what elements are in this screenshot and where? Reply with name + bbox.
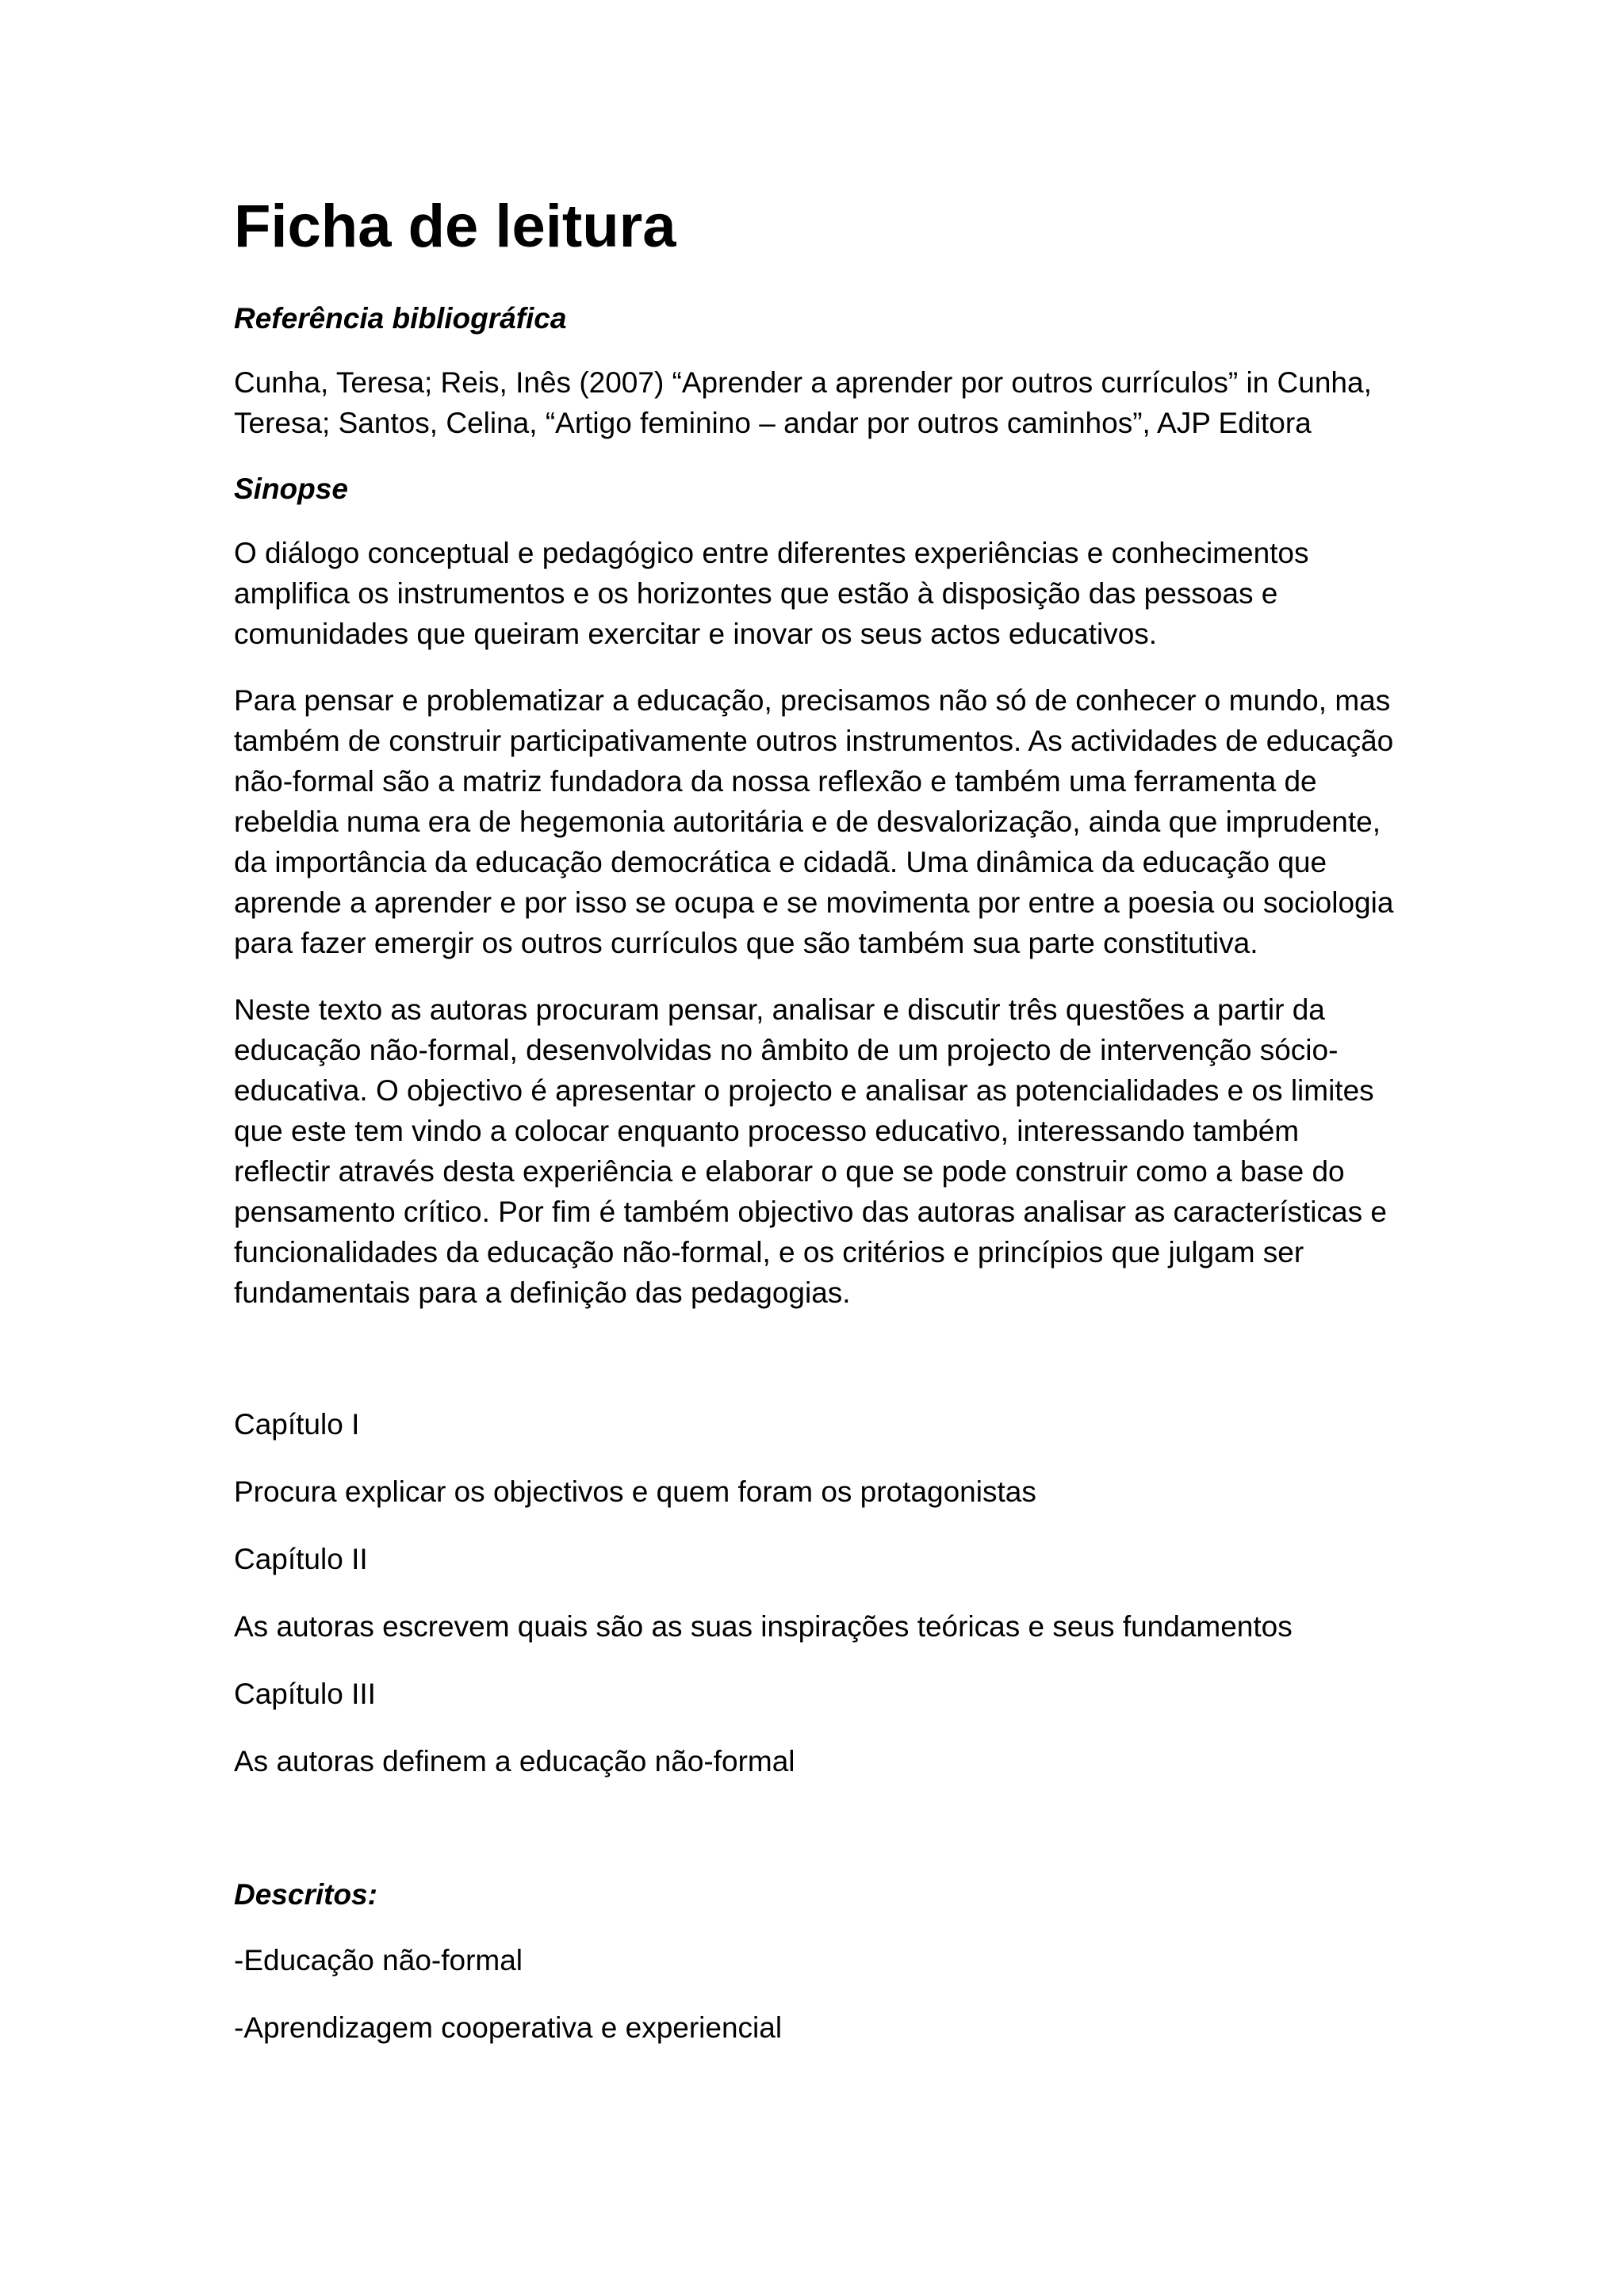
descriptors-heading: Descritos: (234, 1878, 377, 1911)
chapter-1-summary: Procura explicar os objectivos e quem foram os protagonistas (234, 1475, 1036, 1509)
chapter-3-title: Capítulo III (234, 1678, 376, 1711)
reference-text: Cunha, Teresa; Reis, Inês (2007) “Aprender a aprender por outros currículos” in Cunha, Teresa; Santos, Celina, “Artigo feminino – andar por outros caminhos”, AJP Editora (234, 366, 1372, 440)
synopsis-heading: Sinopse (234, 473, 348, 506)
descriptor-item-2: -Aprendizagem cooperativa e experiencial (234, 2011, 783, 2044)
synopsis-paragraph-1: O diálogo conceptual e pedagógico entre diferentes experiências e conhecimentos amplifica os instrumentos e os horizontes que estão à disposição das pessoas e comunidades que queiram exercitar e inovar os seus actos educativos. (234, 537, 1309, 651)
chapter-2-summary: As autoras escrevem quais são as suas inspirações teóricas e seus fundamentos (234, 1610, 1293, 1644)
chapter-3-summary: As autoras definem a educação não-formal (234, 1745, 795, 1778)
synopsis-paragraph-3: Neste texto as autoras procuram pensar, analisar e discutir três questões a partir da educação não-formal, desenvolvidas no âmbito de um projecto de intervenção sócio-educativa. O objectivo é apresentar o projecto e analisar as potencialidades e os limites que este tem vindo a colocar enquanto processo educativo, interessando também reflectir através desta experiência e elaborar o que se pode construir como a base do pensamento crítico. Por fim é também objectivo das autoras analisar as características e funcionalidades da educação não-formal, e os critérios e princípios que julgam ser fundamentais para a definição das pedagogias. (234, 993, 1387, 1310)
document-page (234, 190, 1400, 2048)
descriptor-item-1: -Educação não-formal (234, 1944, 523, 1976)
chapter-2-title: Capítulo II (234, 1543, 368, 1576)
reference-heading: Referência bibliográfica (234, 302, 567, 335)
chapter-1-title: Capítulo I (234, 1408, 360, 1441)
synopsis-paragraph-2: Para pensar e problematizar a educação, precisamos não só de conhecer o mundo, mas também de construir participativamente outros instrumentos. As actividades de educação não-formal são a matriz fundadora da nossa reflexão e também uma ferramenta de rebeldia numa era de hegemonia autoritária e de desvalorização, ainda que imprudente, da importância da educação democrática e cidadã. Uma dinâmica da educação que aprende a aprender e por isso se ocupa e se movimenta por entre a poesia ou sociologia para fazer emergir os outros currículos que são também sua parte constitutiva. (234, 684, 1394, 960)
page-title: Ficha de leitura (234, 193, 676, 260)
